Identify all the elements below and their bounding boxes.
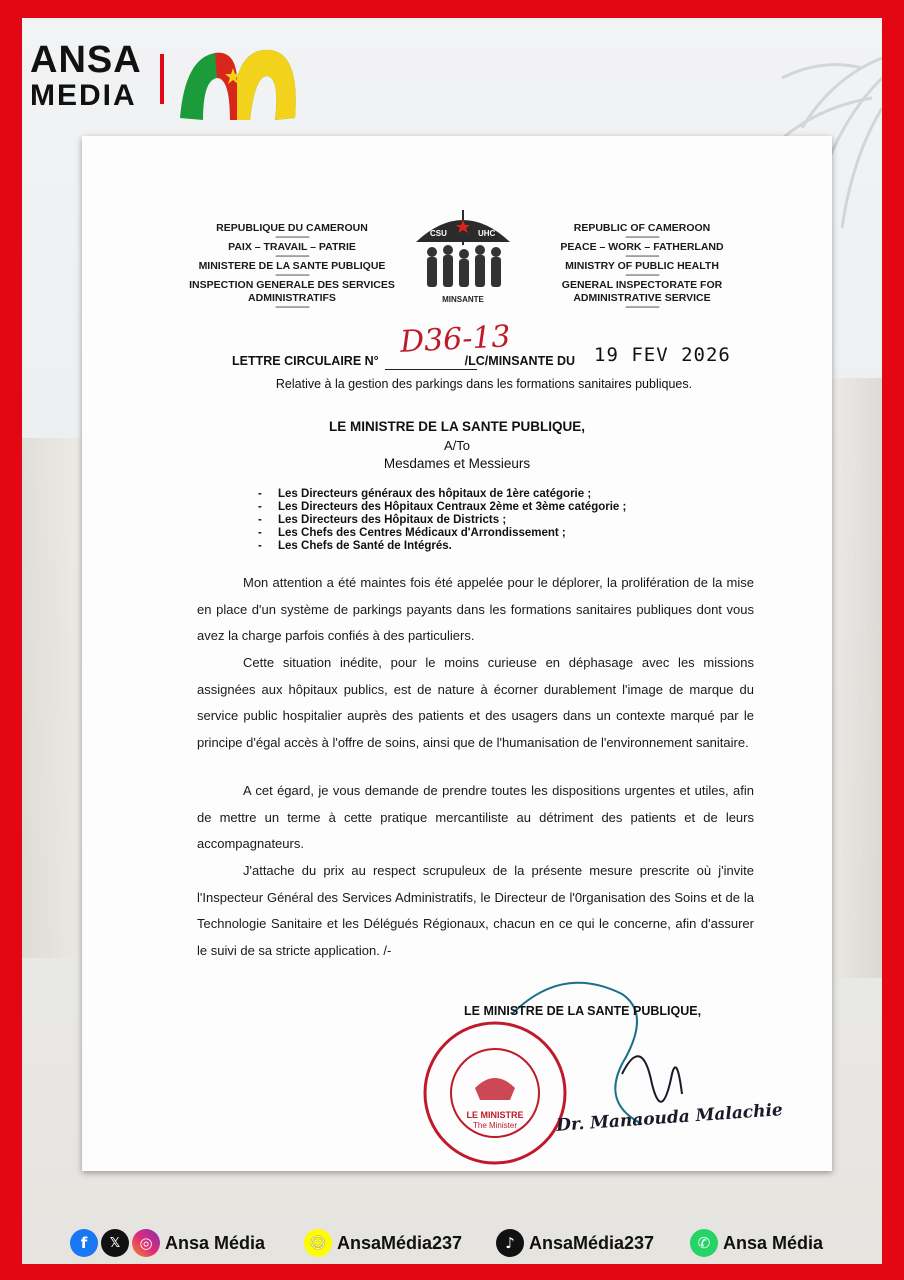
letterhead-left-line: REPUBLIQUE DU CAMEROUN (216, 222, 368, 234)
divider: ------------------------- (625, 272, 659, 279)
letterhead-left-line: MINISTERE DE LA SANTE PUBLIQUE (198, 260, 386, 272)
seal-text: LE MINISTRE (466, 1110, 524, 1120)
divider: ------------------------- (625, 253, 659, 260)
social-group-tiktok[interactable] (496, 1228, 654, 1258)
body-paragraph: Mon attention a été maintes fois été appelée pour le déplorer, la prolifération de la mise en place d'un système de parkings payants dans les formations sanitaires publiques dont vous avez la charge parfois confiés à des particuliers. (197, 575, 754, 643)
brand-m-logo (175, 38, 305, 128)
x-icon[interactable]: 𝕏 (101, 1229, 129, 1257)
circular-subject: Relative à la gestion des parkings dans les formations sanitaires publiques. (275, 377, 693, 391)
greeting: Mesdames et Messieurs (383, 456, 531, 471)
tiktok-icon[interactable]: ♪ (496, 1229, 524, 1257)
letterhead-right-line: MINISTRY OF PUBLIC HEALTH (565, 260, 719, 272)
divider: ------------------------- (275, 234, 309, 241)
social-footer (22, 1226, 882, 1260)
letterhead-left-line: ADMINISTRATIFS (248, 292, 336, 304)
circular-date-stamp: 19 FEV 2026 (594, 344, 731, 366)
recipient-item: - Les Directeurs des Hôpitaux Centraux 2ème et 3ème catégorie ; (258, 501, 627, 513)
divider: ------------------------- (275, 253, 309, 260)
emblem-uhc: UHC (478, 229, 496, 238)
divider: ------------------------- (625, 234, 659, 241)
instagram-icon[interactable]: ◎ (132, 1229, 160, 1257)
body-paragraph: Cette situation inédite, pour le moins curieuse en déphasage avec les missions assignées aux hôpitaux publics, est de nature à écorner durablement l'image de marque du service public hospitalier auprès des patients et des usagers dans un contexte marqué par le principe d'égal accès à l'offre de soins, ainsi que de l'humanisation de l'environnement sanitaire. (197, 655, 754, 750)
background-building-left (22, 438, 82, 958)
signatory-title: LE MINISTRE DE LA SANTE PUBLIQUE, (464, 1004, 702, 1018)
ansa-media-logo (30, 30, 330, 130)
emblem-csu: CSU (430, 229, 447, 238)
letterhead-right-line: REPUBLIC OF CAMEROON (573, 222, 711, 234)
ministry-seal (420, 1018, 570, 1168)
body-paragraph: J'attache du prix au respect scrupuleux de la présente mesure prescrite où j'invite l'Inspecteur Général des Services Administratifs, le Directeur de l'0rganisation des Soins et de la Technologie Sanitaire et les Délégués Régionaux, chacun en ce qui le concerne, afin d'assurer le suivi de sa stricte application. /- (197, 863, 754, 958)
facebook-icon[interactable]: f (70, 1229, 98, 1257)
snapchat-icon[interactable]: ☺ (304, 1229, 332, 1257)
social-group-snapchat[interactable] (304, 1228, 462, 1258)
letterhead-right-line: PEACE – WORK – FATHERLAND (560, 241, 724, 253)
recipient-item: - Les Directeurs des Hôpitaux de Districts ; (258, 514, 507, 526)
social-label[interactable]: Ansa Média (165, 1232, 266, 1253)
divider: ------------------------- (625, 304, 659, 311)
letterhead-right (537, 222, 747, 311)
addressee-to: A/To (443, 438, 470, 453)
circular-label-start: LETTRE CIRCULAIRE N° (232, 354, 379, 368)
letterhead-left-line: INSPECTION GENERALE DES SERVICES (189, 279, 395, 291)
seal-text: The Minister (472, 1121, 518, 1130)
circular-label-end: /LC/MINSANTE DU (464, 354, 576, 368)
body-paragraph: A cet égard, je vous demande de prendre toutes les dispositions urgentes et utiles, afin de mettre un terme à cette pratique mercantiliste au détriment des patients et de leurs accompagnateurs. (197, 783, 754, 851)
background-building-right (830, 378, 882, 978)
divider: ------------------------- (275, 304, 309, 311)
recipient-list (258, 488, 626, 553)
brand-line-1: ANSA (30, 39, 142, 81)
social-label[interactable]: AnsaMédia237 (529, 1232, 655, 1253)
letterhead-right-line: ADMINISTRATIVE SERVICE (573, 292, 711, 304)
whatsapp-icon[interactable]: ✆ (690, 1229, 718, 1257)
signatory-name: Dr. Manaouda Malachie (555, 1100, 784, 1136)
number-underline (385, 369, 477, 370)
divider: ------------------------- (275, 272, 309, 279)
letterhead-left-line: PAIX – TRAVAIL – PATRIE (228, 241, 356, 253)
social-label[interactable]: Ansa Média (723, 1232, 824, 1253)
social-label[interactable]: AnsaMédia237 (337, 1232, 463, 1253)
letterhead-right-line: GENERAL INSPECTORATE FOR (561, 279, 723, 291)
sender-title: LE MINISTRE DE LA SANTE PUBLIQUE, (328, 419, 585, 434)
recipient-item: - Les Chefs de Santé de Intégrés. (258, 540, 452, 552)
image-frame (22, 18, 882, 1264)
circular-letter (82, 136, 832, 1171)
social-group-whatsapp[interactable] (690, 1228, 823, 1258)
social-group-ansa-media[interactable] (70, 1228, 265, 1258)
brand-divider (160, 54, 164, 104)
emblem-caption: MINSANTE (442, 295, 484, 304)
recipient-item: - Les Chefs des Centres Médicaux d'Arrondissement ; (258, 527, 566, 539)
recipient-item: - Les Directeurs généraux des hôpitaux de 1ère catégorie ; (258, 488, 592, 500)
circular-number-handwritten: D36-13 (399, 319, 512, 360)
brand-line-2: MEDIA (30, 79, 137, 112)
minsante-emblem (408, 200, 518, 310)
letterhead-left (182, 222, 402, 311)
